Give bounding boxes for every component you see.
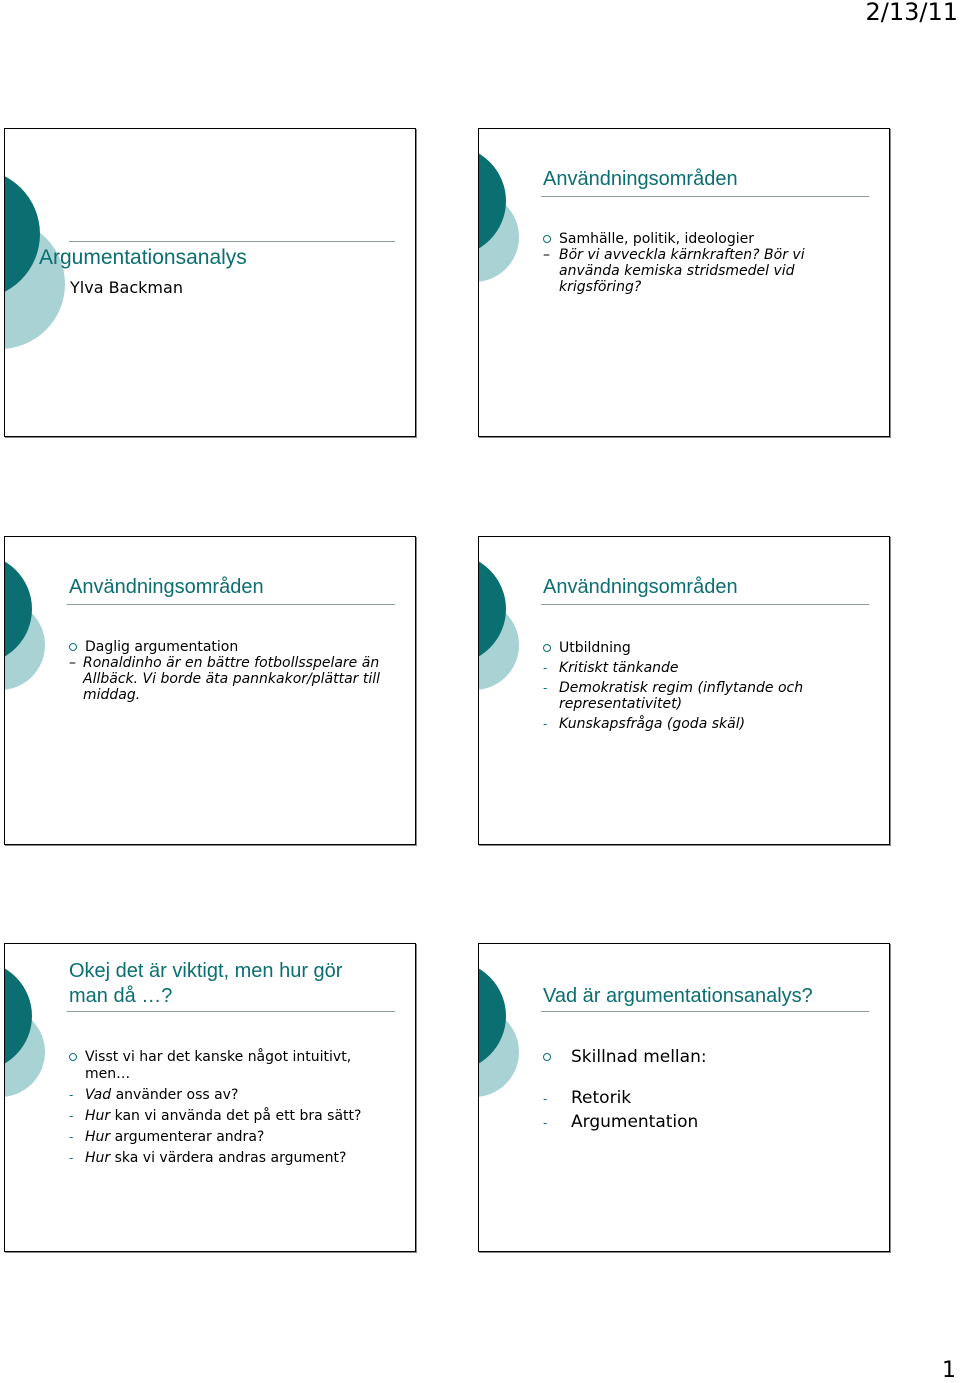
bullet-circle-icon (543, 235, 551, 243)
dash-icon: - (543, 717, 548, 731)
dash-icon: - (69, 1109, 74, 1123)
dash-icon: – (543, 247, 550, 263)
title-rule (541, 196, 869, 197)
slide-decoration (479, 944, 539, 1251)
slide-body (543, 1047, 843, 1132)
list-item: Samhälle, politik, ideologier (543, 231, 823, 247)
list-item: - Retorik (543, 1088, 632, 1108)
slide-title: Användningsområden (69, 576, 264, 598)
dash-icon: – (69, 655, 76, 671)
slide-subtitle: Ylva Backman (70, 278, 183, 297)
slide-4 (478, 536, 890, 845)
list-item: - Hur argumenterar andra? (69, 1129, 265, 1145)
title-rule (541, 1011, 869, 1012)
slide-decoration (5, 944, 65, 1251)
dash-icon: - (543, 1116, 548, 1130)
list-item: - Kritiskt tänkande (543, 660, 679, 676)
list-item: - Kunskapsfråga (goda skäl) (543, 716, 746, 732)
slide-decoration (479, 129, 539, 436)
slide-title: Användningsområden (543, 168, 738, 190)
bullet-circle-icon (543, 644, 551, 652)
title-rule (67, 604, 395, 605)
slide-body (543, 640, 843, 732)
bullet-circle-icon (69, 643, 77, 651)
page-date: 2/13/11 (865, 0, 958, 26)
list-item: - Demokratisk regim (inflytande och representativitet) (543, 680, 804, 712)
slide-3 (4, 536, 416, 845)
dash-icon: - (543, 1092, 548, 1106)
dash-icon: - (543, 681, 548, 695)
title-rule (69, 241, 395, 242)
list-item: Skillnad mellan: (543, 1047, 843, 1067)
list-item: Daglig argumentation (69, 639, 389, 655)
title-rule (541, 604, 869, 605)
list-item: - Hur kan vi använda det på ett bra sätt? (69, 1108, 362, 1124)
list-item: Utbildning (543, 640, 843, 656)
slide-6 (478, 943, 890, 1252)
dash-icon: - (543, 661, 548, 675)
bullet-circle-icon (543, 1053, 551, 1061)
slide-decoration (5, 129, 65, 436)
slide-body (69, 639, 389, 703)
slide-title: Okej det är viktigt, men hur gör man då …? (69, 960, 343, 1007)
page-number: 1 (942, 1358, 956, 1383)
slide-body (543, 231, 823, 295)
slide-body (69, 1049, 379, 1167)
slide-title: Vad är argumentationsanalys? (543, 985, 813, 1007)
dash-icon: - (69, 1151, 74, 1165)
slide-title: Användningsområden (543, 576, 738, 598)
slide-5 (4, 943, 416, 1252)
slide-1 (4, 128, 416, 437)
dash-icon: - (69, 1130, 74, 1144)
list-item: - Argumentation (543, 1112, 699, 1132)
list-item: - Hur ska vi värdera andras argument? (69, 1150, 347, 1166)
slide-2 (478, 128, 890, 437)
dash-icon: - (69, 1088, 74, 1102)
title-rule (67, 1011, 395, 1012)
list-item: Visst vi har det kanske något intuitivt, men… (69, 1049, 379, 1083)
list-item: – Ronaldinho är en bättre fotbollsspelare än Allbäck. Vi borde äta pannkakor/plättar till middag. (69, 655, 381, 703)
slide-decoration (5, 537, 65, 844)
slide-decoration (479, 537, 539, 844)
slide-title: Argumentationsanalys (39, 246, 247, 269)
bullet-circle-icon (69, 1053, 77, 1061)
list-item: - Vad använder oss av? (69, 1087, 239, 1103)
list-item: – Bör vi avveckla kärnkraften? Bör vi använda kemiska stridsmedel vid krigsföring? (543, 247, 805, 295)
